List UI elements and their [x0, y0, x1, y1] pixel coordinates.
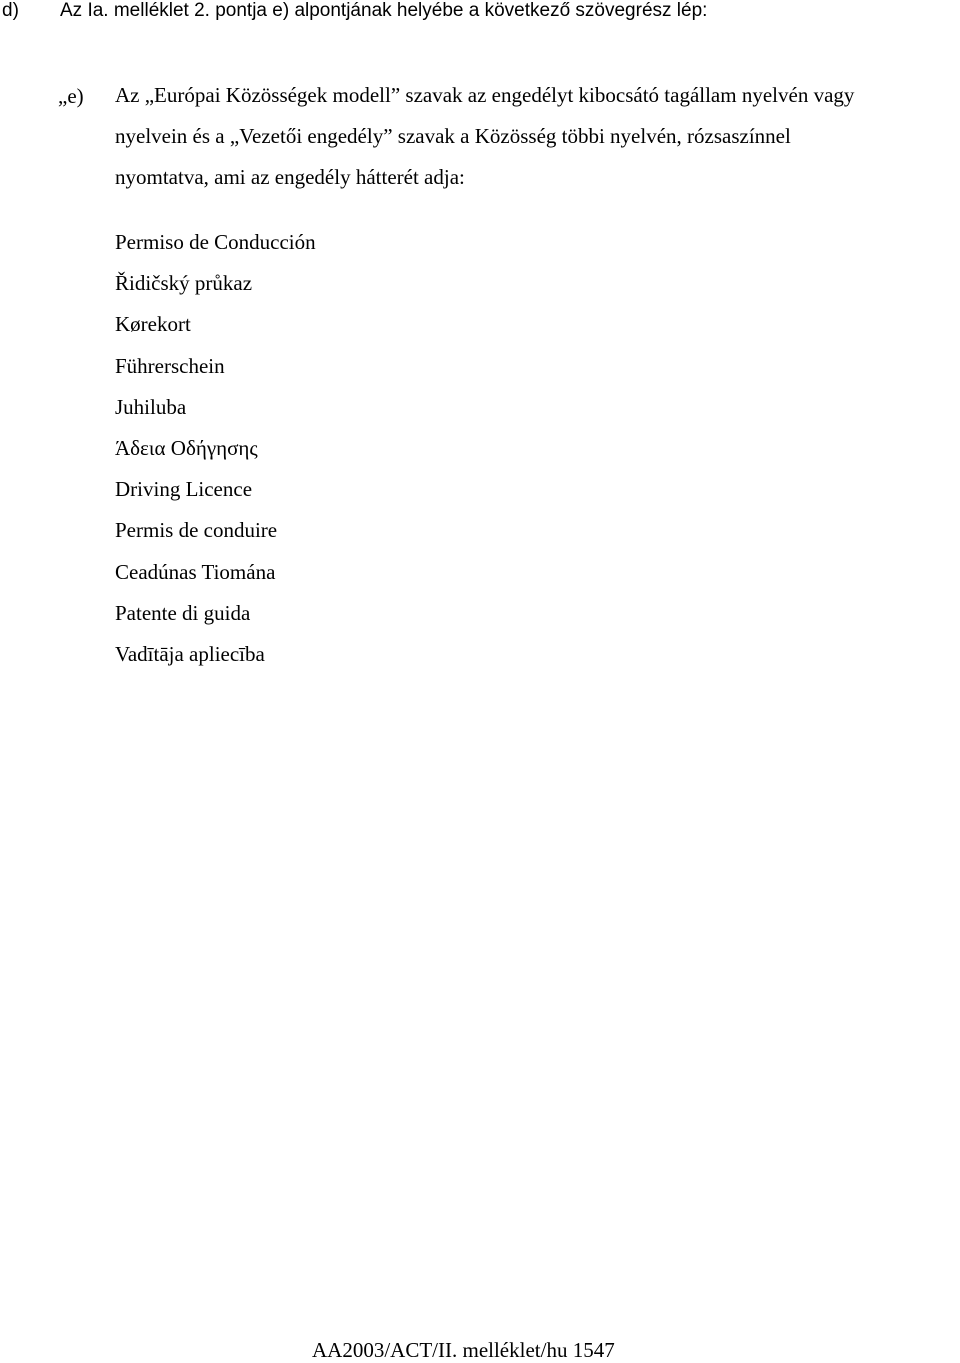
licence-title-de: Führerschein: [115, 353, 225, 378]
paragraph-line: Az „Európai Közösségek modell” szavak az engedélyt kibocsátó tagállam nyelvén vagy: [115, 83, 855, 107]
licence-title-ga: Ceadúnas Tiomána: [115, 559, 276, 584]
heading-marker: d): [2, 0, 19, 21]
licence-title-en: Driving Licence: [115, 477, 253, 502]
licence-title-fr: Permis de conduire: [115, 518, 278, 543]
subpoint-marker: „e): [58, 84, 84, 108]
licence-title-et: Juhiluba: [115, 394, 187, 419]
licence-title-lv: Vadītāja apliecība: [115, 641, 265, 666]
licence-title-da: Kørekort: [115, 312, 191, 337]
page-footer-reference: AA2003/ACT/II. melléklet/hu 1547: [312, 1338, 615, 1362]
licence-title-es: Permiso de Conducción: [115, 230, 316, 254]
paragraph-line: nyelvein és a „Vezetői engedély” szavak a Közösség többi nyelvén, rózsaszínnel: [115, 124, 791, 148]
paragraph-line: nyomtatva, ami az engedély hátterét adja:: [115, 165, 465, 189]
licence-title-list: [115, 227, 316, 680]
licence-title-cs: Řidičský průkaz: [115, 271, 253, 296]
licence-title-it: Patente di guida: [115, 600, 251, 625]
licence-title-el: Άδεια Οδήγησης: [115, 435, 258, 460]
heading-text: Az Ia. melléklet 2. pontja e) alpontjának helyébe a következő szövegrész lép:: [60, 0, 708, 21]
